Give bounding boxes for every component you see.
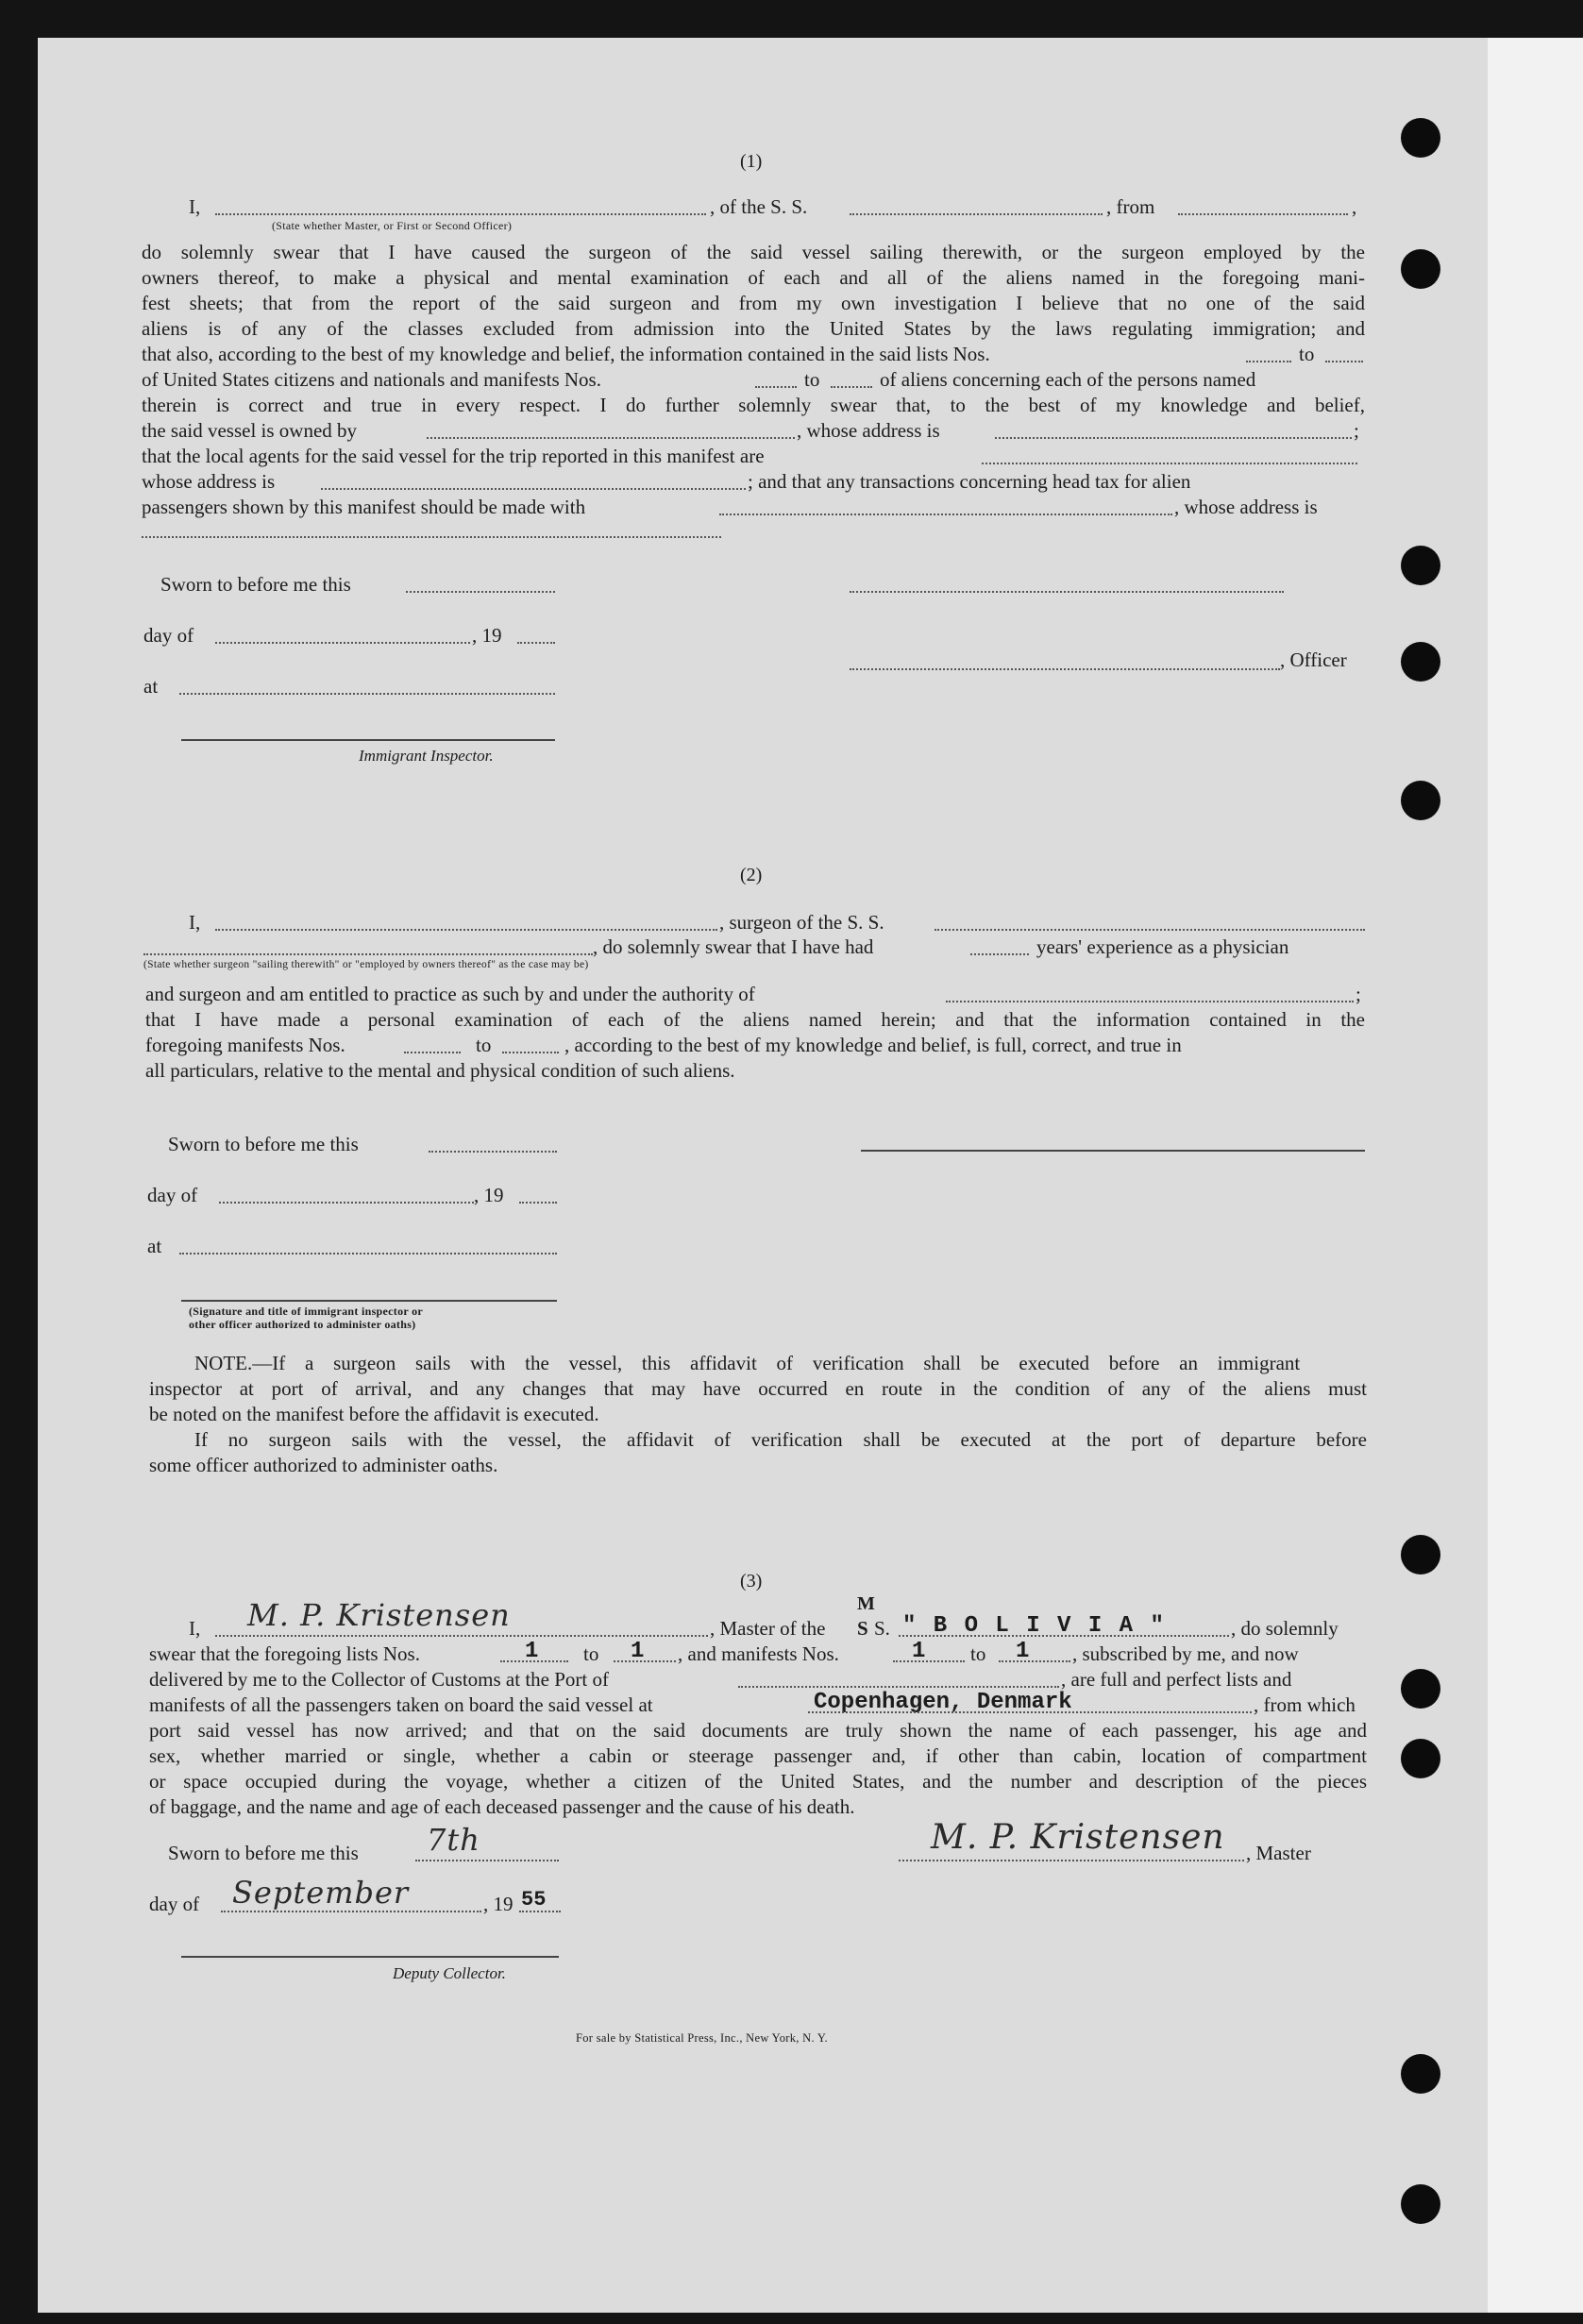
s2-year-blank[interactable]	[519, 1202, 557, 1204]
s3-sworn-day-blank[interactable]	[415, 1860, 559, 1861]
s1-lists-to-blank[interactable]	[1325, 361, 1363, 362]
page-edge-strip	[1488, 38, 1583, 2313]
section-2-number: (2)	[740, 865, 763, 885]
sworn-day-handwritten: 7th	[427, 1822, 480, 1858]
s1-headtax-address-blank[interactable]	[142, 536, 721, 538]
master-signature: M. P. Kristensen	[931, 1818, 1225, 1857]
s2-surgeon-name-blank[interactable]	[215, 929, 717, 931]
s2-years-blank[interactable]	[970, 953, 1029, 955]
s3-lists-to-blank[interactable]	[614, 1660, 676, 1662]
s3-departure-blank[interactable]	[808, 1711, 1252, 1713]
s3-collector-rule	[181, 1956, 559, 1958]
s3-manifests-from-blank[interactable]	[893, 1660, 965, 1662]
s1-officer-signature-blank[interactable]	[850, 668, 1280, 670]
s1-vessel-blank[interactable]	[850, 213, 1103, 215]
s3-lists-from-blank[interactable]	[500, 1660, 568, 1662]
s1-sworn-day-blank[interactable]	[406, 591, 555, 593]
s2-sworn-day-blank[interactable]	[429, 1151, 557, 1153]
s1-manifests-to-blank[interactable]	[831, 386, 872, 388]
s2-manifests-from-blank[interactable]	[404, 1052, 461, 1053]
vessel-type-struck: S	[857, 1617, 868, 1640]
binder-hole	[1401, 642, 1440, 682]
binder-hole	[1401, 2054, 1440, 2094]
departure-port: Copenhagen, Denmark	[814, 1690, 1072, 1715]
s1-month-blank[interactable]	[215, 642, 470, 644]
s1-at-blank[interactable]	[179, 693, 555, 695]
s3-master-signature-blank[interactable]	[899, 1860, 1244, 1861]
binder-hole	[1401, 2184, 1440, 2224]
vessel-type-overwrite: M	[857, 1593, 875, 1614]
s1-owner-blank[interactable]	[427, 437, 795, 439]
binder-hole	[1401, 546, 1440, 585]
s2-authority-blank[interactable]	[946, 1001, 1354, 1002]
s1-i: I,	[189, 195, 201, 218]
s2-vessel-blank[interactable]	[935, 929, 1365, 931]
s1-officer-blank[interactable]	[215, 213, 706, 215]
vessel-name: " B O L I V I A "	[902, 1613, 1166, 1639]
section-3-number: (3)	[740, 1571, 763, 1591]
s1-owner-address-blank[interactable]	[995, 437, 1352, 439]
binder-hole	[1401, 1535, 1440, 1575]
s1-inspector-rule	[181, 739, 555, 741]
s3-year-blank[interactable]	[519, 1911, 561, 1912]
s3-month-blank[interactable]	[221, 1911, 481, 1912]
binder-hole	[1401, 781, 1440, 820]
s3-manifests-to-blank[interactable]	[999, 1660, 1070, 1662]
s1-agents-blank[interactable]	[982, 463, 1357, 464]
s1-agents-address-blank[interactable]	[321, 488, 746, 490]
s2-month-blank[interactable]	[219, 1202, 474, 1204]
s1-manifests-from-blank[interactable]	[755, 386, 797, 388]
master-name-handwritten: M. P. Kristensen	[247, 1597, 511, 1633]
binder-hole	[1401, 1739, 1440, 1778]
s1-officer-note: (State whether Master, or First or Second Officer)	[272, 219, 513, 232]
s3-port-blank[interactable]	[738, 1686, 1059, 1688]
s1-headtax-blank[interactable]	[719, 514, 1172, 515]
binder-hole	[1401, 249, 1440, 289]
s1-lists-from-blank[interactable]	[1246, 361, 1291, 362]
s1-officer-sign-top-blank[interactable]	[850, 591, 1284, 593]
s3-vessel-blank[interactable]	[899, 1635, 1229, 1637]
s2-at-blank[interactable]	[179, 1253, 557, 1255]
binder-hole	[1401, 118, 1440, 158]
s3-master-name-blank[interactable]	[215, 1635, 708, 1637]
s1-year-blank[interactable]	[517, 642, 555, 644]
sworn-month-handwritten: September	[232, 1875, 410, 1911]
binder-hole	[1401, 1669, 1440, 1709]
s2-inspector-rule	[181, 1300, 557, 1302]
s2-surgeon-signature-rule	[861, 1150, 1365, 1152]
section-1-number: (1)	[740, 151, 763, 172]
footer-printer: For sale by Statistical Press, Inc., New York, N. Y.	[576, 2031, 828, 2045]
note-label: NOTE.	[194, 1352, 253, 1374]
s2-manifests-to-blank[interactable]	[502, 1052, 559, 1053]
s1-from-blank[interactable]	[1178, 213, 1348, 215]
s2-status-blank[interactable]	[143, 953, 593, 955]
